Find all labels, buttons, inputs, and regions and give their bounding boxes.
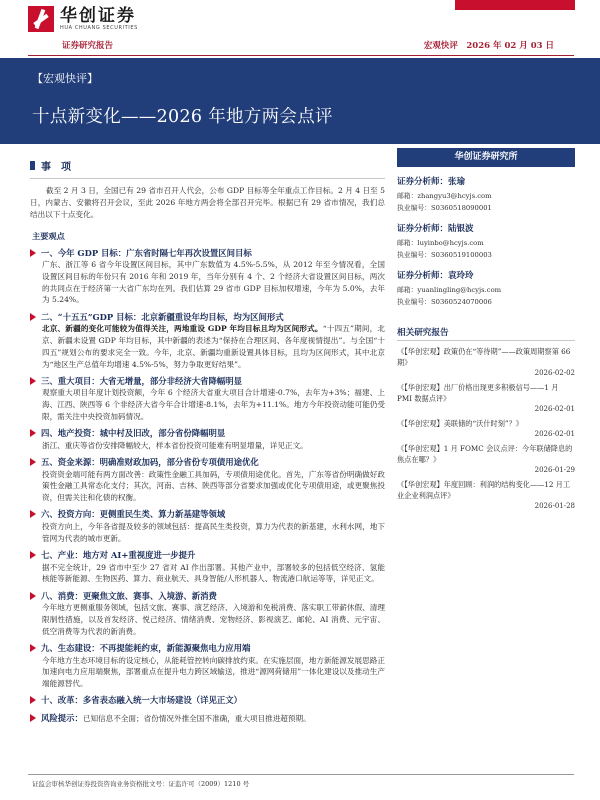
point-heading: 六、投资方向：更侧重民生类、算力新基建等领域	[30, 508, 385, 521]
report-header	[0, 0, 600, 62]
related-report-link[interactable]: 《【华创宏观】1 月 FOMC 会议点评：今年联储降息的焦点在哪？》	[397, 444, 573, 464]
key-points-list	[30, 246, 385, 707]
point-body	[30, 521, 385, 545]
point-body	[30, 469, 385, 504]
triangle-bullet-icon	[30, 313, 36, 321]
analyst-name: 证券分析师：陆银波	[397, 224, 474, 234]
related-report-link[interactable]: 《【华创宏观】政策仍在“等待期”——政策周期察第 66 期》	[397, 347, 571, 367]
point-heading: 一、今年 GDP 目标：广东省时隔七年再次设置区间目标	[30, 246, 385, 259]
point-text: 今年地方更侧重服务领域，包括文旅、赛事、演艺经济、入境游和免税消费、落实职工带薪休假、清理限制性措施，以及首发经济、悦己经济、情绪消费、宠物经济、影视演艺、邮轮、AI 消费、元宇宙、低空消费等为代表的新消费。	[42, 603, 385, 636]
triangle-bullet-icon	[30, 714, 36, 722]
sidebar	[397, 148, 575, 510]
risk-warning: 风险提示： 已知信息不全面；省份情况外推全国不准确，重大项目推进超预期。	[30, 712, 385, 725]
report-category: 【宏观快评】	[32, 72, 98, 85]
point-heading: 八、消费：更聚焦文旅、赛事、入境游、新消费	[30, 589, 385, 602]
point-heading: 五、资金来源：明确准财政加码，部分省份专项债用途优化	[30, 456, 385, 469]
logo-name: 华创证券	[60, 6, 136, 26]
related-reports-list	[397, 346, 575, 510]
triangle-bullet-icon	[30, 592, 36, 600]
triangle-bullet-icon	[30, 551, 36, 559]
logo-mark-icon	[28, 6, 54, 32]
triangle-bullet-icon	[30, 429, 36, 437]
point-text: 今年地方生态环境目标的设定核心，从能耗管控转向碳排放约束。在实施层面，地方新能源发展思路正加速向电力应用端聚焦，部署重点在提升电力跨区域输送，推进“源网荷储用”一体化建设以及推动生产端能源替代。	[42, 655, 385, 689]
analyst-name: 证券分析师：张瑜	[397, 177, 466, 187]
triangle-bullet-icon	[30, 458, 36, 466]
triangle-bullet-icon	[30, 644, 36, 652]
related-report-date: 2026-02-01	[534, 405, 575, 413]
risk-text: 已知信息不全面；省份情况外推全国不准确，重大项目推进超预期。	[82, 713, 311, 723]
point-lead: 北京、新疆的变化可能较为值得关注，两地重设 GDP 年均目标且均为区间形式。	[42, 324, 323, 334]
point-body	[30, 440, 385, 452]
point-body	[30, 655, 385, 690]
analyst-cert-number: 执业编号：S0360518090001	[397, 204, 492, 212]
analyst-list	[397, 175, 575, 308]
logo-english-name: HUA CHUANG SECURITIES	[60, 25, 138, 31]
point-heading: 九、生态建设：不再提能耗约束，新能源聚焦电力应用端	[30, 642, 385, 655]
point-heading: 二、“十五五”GDP 目标：北京新疆重设年均目标，均为区间形式	[30, 310, 385, 323]
related-report-date: 2026-02-02	[534, 369, 575, 377]
report-date: 宏观快评 2026 年 02 月 03 日	[423, 41, 554, 51]
point-text: “十四五”期间，北京、新疆未设置 GDP 年均目标，其中新疆的表述为“保持在合理区间、各年度视情提出”。与全国“十四五”规划公布的要求完全一致。今年，北京、新疆均重新设置具体目标，且均为区间形式，其中北京为“地区生产总值年均增速 4.5%-5%，努力争取更好结果”。	[42, 324, 385, 369]
point-text: 广东、浙江等 6 省今年设置区间目标，其中广东数值为 4.5%-5.5%，从 2012 年至今情况看，全国设置区间目标的年份只有 2016 年和 2019 年，当年分别有 4 个、2 个经济大省设置区间目标，两次的共同点在于经济第一大省广东均在列。我们估算 29 省市 GDP 目标加权增速，今年为 5.0%，去年为 5.24%。	[42, 260, 385, 305]
report-title: 十点新变化——2026 年地方两会点评	[32, 107, 333, 127]
related-report-date: 2026-01-29	[534, 466, 575, 474]
point-text: 浙江、重庆等省份安排降幅较大，样本省份投资可能难有明显增量，详见正文。	[42, 440, 308, 450]
point-text: 观察重大项目年度计划投资额，今年 6 个经济大省重大项目合计增速-0.7%，去年为+3%；福建、上海、江西、陕西等 6 个非经济大省今年合计增速-8.1%，去年为+11.1%。地方今年投资动能可能仍受限，需关注中央投资加码情况。	[42, 388, 385, 421]
analyst-name: 证券分析师：袁玲玲	[397, 271, 474, 281]
triangle-bullet-icon	[30, 510, 36, 518]
point-body	[30, 562, 385, 586]
point-text: 投资资金端可能有两方面改善：政策性金融工具加码，专项债用途优化。首先，广东等省份明确做好政策性金融工具常态化支付；其次，河南、吉林、陕西等部分省要求加强或优化专项债用途，或更聚焦投资，但需关注和化债的权衡。	[42, 469, 385, 503]
analyst-email[interactable]: 邮箱：yuanlingling@hcyjs.com	[397, 286, 502, 294]
main-points-heading: 主要观点	[32, 231, 65, 241]
title-band	[0, 58, 600, 144]
point-text: 据不完全统计，29 省市中至少 27 省对 AI 作出部署。其他产业中，部署较多的包括低空经济、氢能核能等新能源、生物医药、算力、商业航天、具身智能/人形机器人、物流港口航运等等，详见正文。	[42, 562, 385, 584]
company-logo	[28, 6, 138, 32]
point-body	[30, 323, 385, 370]
main-content	[30, 158, 385, 725]
analyst-email[interactable]: 邮箱：luyinbo@hcyjs.com	[397, 239, 484, 247]
point-heading: 七、产业：地方对 AI+重视度进一步提升	[30, 549, 385, 562]
related-report-link[interactable]: 《【华创宏观】出厂价格出现更多积极信号——1 月 PMI 数据点评》	[397, 383, 559, 403]
point-heading: 十、改革：多省表态融入统一大市场建设（详见正文）	[30, 694, 385, 707]
point-text: 投资方向上，今年各省提及较多的领域包括：提高民生类投资，算力为代表的新基建，水利水网，地下管网为代表的城市更新。	[42, 521, 385, 543]
header-divider	[28, 55, 574, 56]
footer-divider	[28, 774, 574, 775]
related-report-link[interactable]: 《【华创宏观】美联储的“沃什时刻”？》	[397, 419, 523, 428]
event-heading: 事 项	[30, 158, 385, 179]
footer-disclaimer: 证监会审核华创证券投资咨询业务资格批文号：证监许可（2009）1210 号	[32, 780, 250, 788]
event-text: 截至 2 月 3 日，全国已有 29 省市召开人代会，公布 GDP 目标等全年重点工作目标。2 月 4 日至 5 日，内蒙古、安徽将召开会议，至此 2026 年地方两会将全部召开完毕。根据已有 29 省市情况，我们总结出以下十点变化。	[30, 186, 385, 219]
section-marker-icon	[30, 161, 35, 170]
analyst-email[interactable]: 邮箱：zhangyu3@hcyjs.com	[397, 192, 492, 200]
point-body	[30, 259, 385, 306]
triangle-bullet-icon	[30, 377, 36, 385]
triangle-bullet-icon	[30, 249, 36, 257]
related-report-date: 2026-02-01	[534, 430, 575, 438]
point-heading: 三、重大项目：大省无增量，部分非经济大省降幅明显	[30, 374, 385, 387]
research-institute: 华创证券研究所	[397, 148, 575, 167]
header-accent-bar	[455, 0, 575, 10]
point-heading: 四、地产投资：城中村及旧改，部分省份降幅明显	[30, 427, 385, 440]
related-reports-heading: 相关研究报告	[397, 326, 575, 341]
related-report-link[interactable]: 《【华创宏观】年度回顾：利润的结构变化——12 月工业企业利润点评》	[397, 480, 571, 500]
triangle-bullet-icon	[30, 696, 36, 704]
related-report-date: 2026-01-28	[534, 502, 575, 510]
analyst-cert-number: 执业编号：S0360519100003	[397, 251, 492, 259]
analyst-cert-number: 执业编号：S0360524070006	[397, 298, 492, 306]
point-body	[30, 387, 385, 422]
report-type: 证券研究报告	[62, 41, 114, 51]
point-body	[30, 602, 385, 637]
